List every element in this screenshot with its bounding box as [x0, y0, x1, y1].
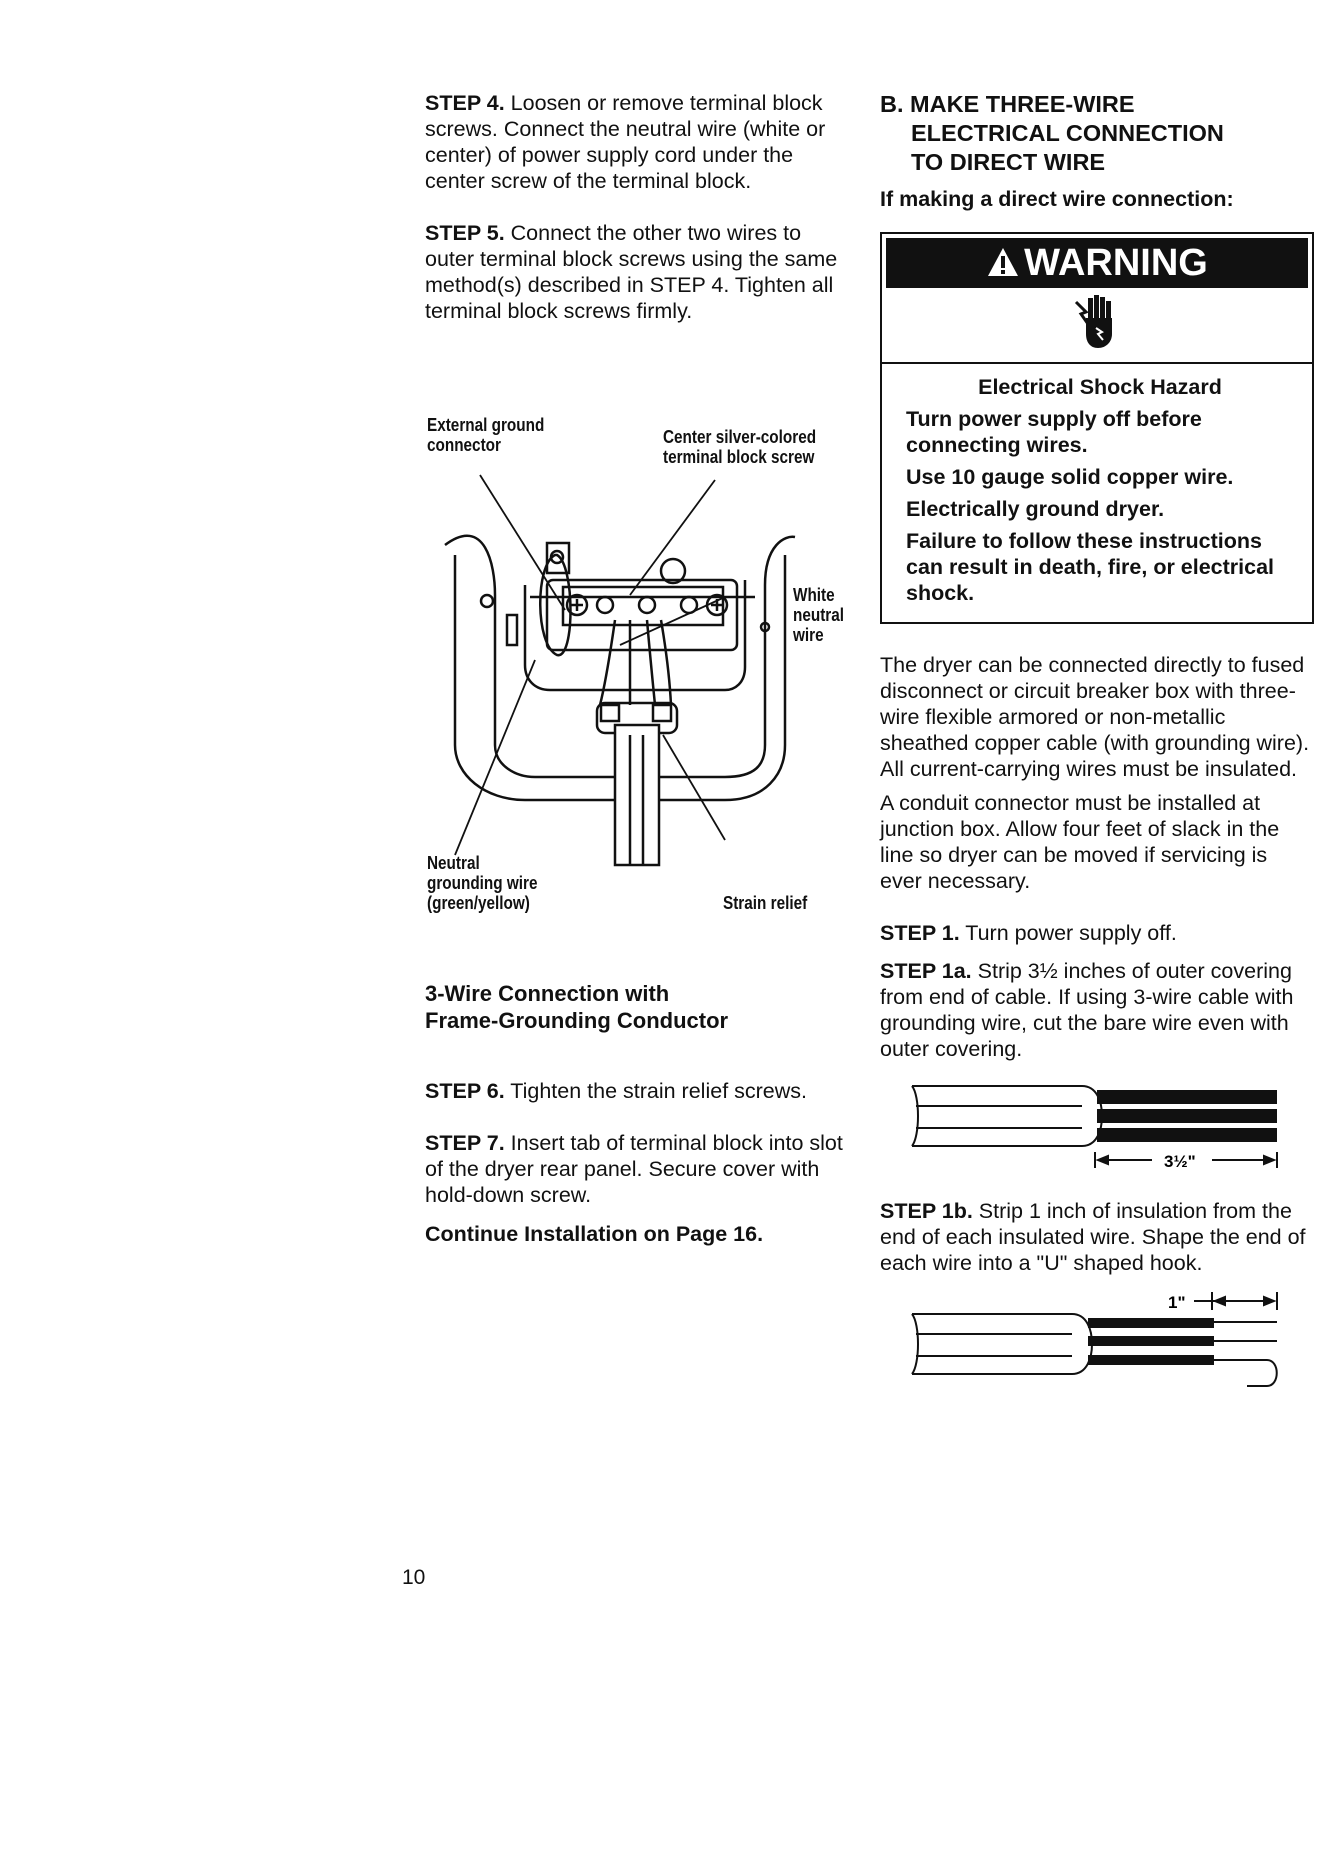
warning-line-4: Failure to follow these instructions can result in death, fire, or electrical shock. — [906, 529, 1275, 605]
label-neutral-ground-line3: (green/yellow) — [427, 893, 530, 913]
step-1 — [880, 920, 1312, 946]
step-1b-text: Strip 1 inch of insulation from the end of each insulated wire. Shape the end of each wire into a "U" shaped hook. — [880, 1199, 1306, 1275]
step-5 — [425, 220, 855, 324]
step-5-label: STEP 5. — [425, 221, 505, 245]
page-number: 10 — [402, 1566, 426, 1589]
paragraph-conduit: A conduit connector must be installed at junction box. Allow four feet of slack in the line so dryer can be moved if servicing is ever necessary. — [880, 791, 1280, 893]
label-neutral-grounding-wire — [427, 853, 538, 913]
label-white-neutral-line1: White — [793, 585, 835, 605]
step-4-text: Loosen or remove terminal block screws. Connect the neutral wire (white or center) of power supply cord under the center screw of the terminal block. — [425, 91, 826, 193]
label-center-screw-line2: terminal block screw — [663, 447, 815, 467]
warning-line-2: Use 10 gauge solid copper wire. — [906, 465, 1234, 489]
step-4 — [425, 90, 855, 194]
warning-box — [880, 232, 1314, 624]
step-7-text: Insert tab of terminal block into slot of the dryer rear panel. Secure cover with hold-down screw. — [425, 1131, 843, 1207]
warning-title: WARNING — [1024, 242, 1208, 284]
direct-wire-lead: If making a direct wire connection: — [880, 187, 1234, 211]
cable-strip-diagram-1 — [902, 1072, 1282, 1172]
step-6 — [425, 1078, 865, 1104]
warning-triangle-icon — [986, 238, 1020, 288]
step-1a — [880, 958, 1312, 1062]
label-external-ground-connector — [427, 415, 544, 455]
right-column — [880, 90, 1312, 1422]
label-external-ground-line1: External ground — [427, 415, 545, 435]
warning-title-bar — [886, 238, 1308, 288]
paragraph-direct-connection: The dryer can be connected directly to fused disconnect or circuit breaker box with three-wire flexible armored or non-metallic sheathed copper cable (with grounding wire). All current-carrying wires must be insulated. — [880, 653, 1310, 781]
warning-line-3: Electrically ground dryer. — [906, 497, 1165, 521]
diagram-caption — [425, 980, 855, 1034]
step-1b-label: STEP 1b. — [880, 1199, 973, 1223]
label-white-neutral-line2: neutral — [793, 605, 845, 625]
step-5-text: Connect the other two wires to outer terminal block screws using the same method(s) described in STEP 4. Tighten all terminal block screws firmly. — [425, 221, 838, 323]
label-strain-relief: Strain relief — [723, 893, 808, 913]
label-center-screw — [663, 427, 816, 467]
step-1a-text: Strip 3½ inches of outer covering from end of cable. If using 3-wire cable with grounding wire, cut the bare wire even with outer covering. — [880, 959, 1294, 1061]
electrical-shock-hand-icon — [1072, 292, 1122, 352]
warning-body — [882, 364, 1312, 622]
label-white-neutral-line3: wire — [793, 625, 824, 645]
step-1a-label: STEP 1a. — [880, 959, 972, 983]
caption-line2: Frame-Grounding Conductor — [425, 1008, 729, 1033]
terminal-block-diagram — [425, 405, 865, 945]
heading-line3: TO DIRECT WIRE — [911, 149, 1106, 175]
label-neutral-ground-line2: grounding wire — [427, 873, 538, 893]
cable-strip-diagram-2 — [902, 1286, 1282, 1396]
label-center-screw-line1: Center silver-colored — [663, 427, 817, 447]
warning-hazard: Electrical Shock Hazard — [978, 375, 1222, 399]
step-1-text: Turn power supply off. — [965, 921, 1177, 945]
label-white-neutral-wire — [793, 585, 844, 645]
label-external-ground-line2: connector — [427, 435, 501, 455]
label-neutral-ground-line1: Neutral — [427, 853, 480, 873]
continue-installation: Continue Installation on Page 16. — [425, 1222, 764, 1246]
step-4-label: STEP 4. — [425, 91, 505, 115]
step-7-label: STEP 7. — [425, 1131, 505, 1155]
heading-line1: B. MAKE THREE-WIRE — [880, 91, 1135, 117]
left-column — [425, 90, 855, 350]
warning-icon-row — [882, 292, 1312, 364]
section-b-heading — [880, 90, 1312, 177]
step-7 — [425, 1130, 865, 1208]
step-6-label: STEP 6. — [425, 1079, 505, 1103]
step-6-text: Tighten the strain relief screws. — [510, 1079, 808, 1103]
step-1-label: STEP 1. — [880, 921, 960, 945]
warning-line-1: Turn power supply off before connecting wires. — [906, 407, 1202, 457]
step-1b — [880, 1198, 1312, 1276]
dimension-1-inch: 1" — [1168, 1293, 1186, 1312]
left-lower-steps — [425, 1078, 865, 1247]
dimension-3-half-inch: 3½" — [1164, 1152, 1196, 1171]
caption-line1: 3-Wire Connection with — [425, 981, 670, 1006]
heading-line2: ELECTRICAL CONNECTION — [911, 120, 1224, 146]
